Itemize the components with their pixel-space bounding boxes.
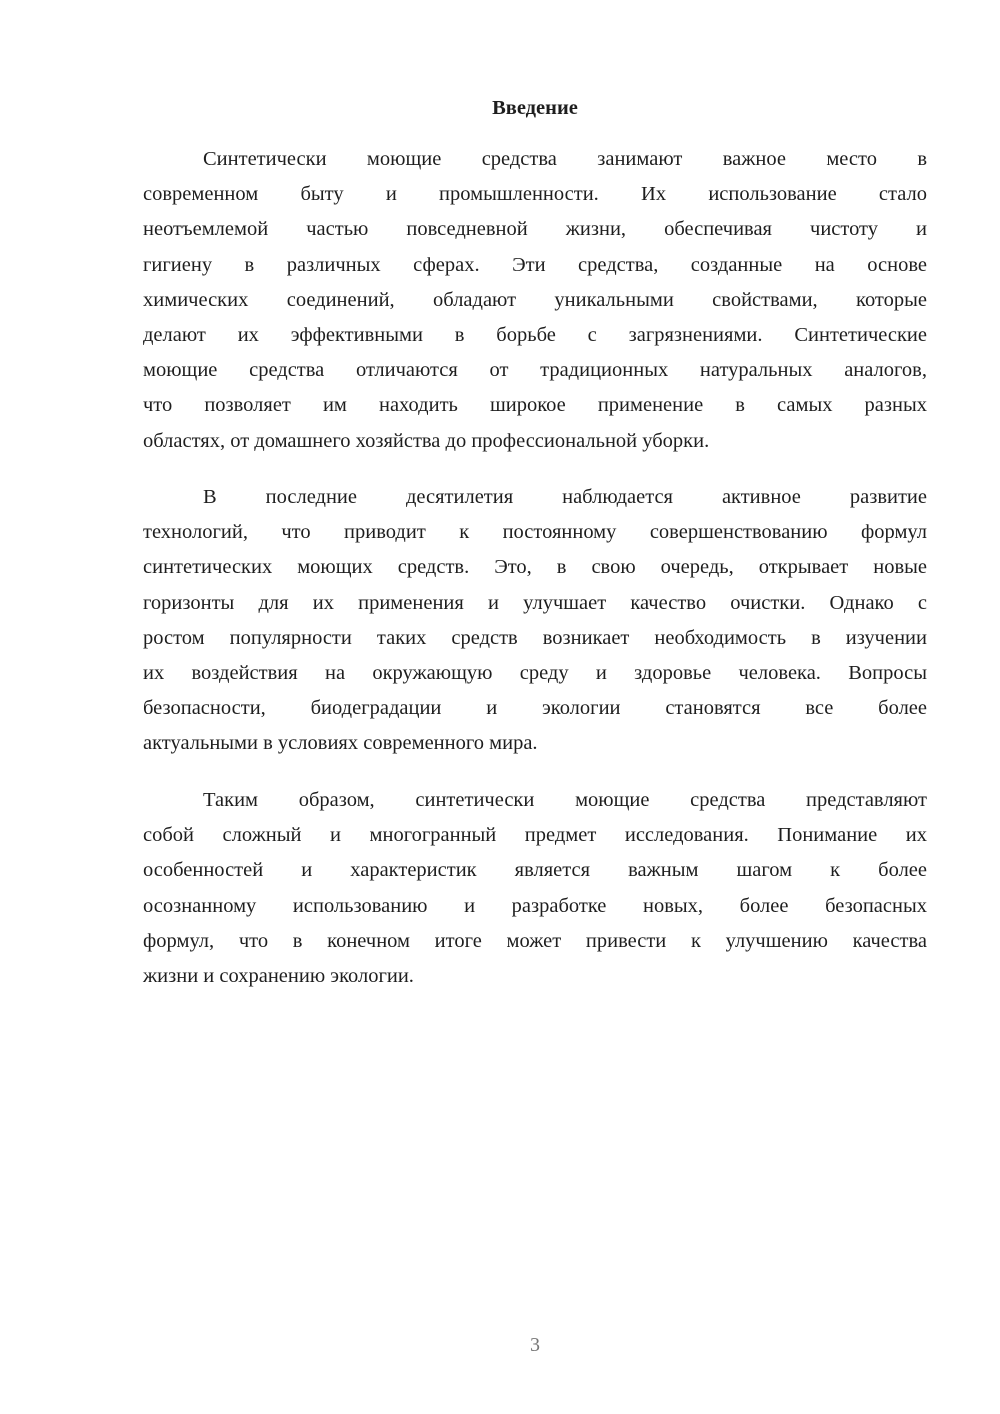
text-line: В последние десятилетия наблюдается активное развитие (203, 486, 927, 508)
text-line: ростом популярности таких средств возникает необходимость в изучении (143, 626, 927, 649)
text-line: безопасности, биодеградации и экологии становятся все более (143, 697, 927, 720)
text-line: формул, что в конечном итоге может привести к улучшению качества (143, 929, 927, 952)
text-line: что позволяет им находить широкое применение в самых разных (143, 394, 927, 417)
text-line: синтетических моющих средств. Это, в свою очередь, открывает новые (143, 556, 927, 579)
text-line: Синтетически моющие средства занимают важное место в (203, 148, 927, 170)
text-line: химических соединений, обладают уникальными свойствами, которые (143, 288, 927, 311)
text-line: областях, от домашнего хозяйства до профессиональной уборки. (143, 429, 710, 452)
paragraph-3 (143, 783, 927, 994)
text-line: неотъемлемой частью повседневной жизни, обеспечивая чистоту и (143, 218, 927, 241)
text-line: гигиену в различных сферах. Эти средства, созданные на основе (143, 253, 927, 276)
text-line: Таким образом, синтетически моющие средства представляют (203, 789, 927, 811)
text-line: осознанному использованию и разработке новых, более безопасных (143, 894, 927, 917)
text-line: технологий, что приводит к постоянному совершенствованию формул (143, 521, 927, 544)
text-line: горизонты для их применения и улучшает качество очистки. Однако с (143, 591, 927, 614)
text-line: особенностей и характеристик является важным шагом к более (143, 859, 927, 882)
text-line: моющие средства отличаются от традиционных натуральных аналогов, (143, 359, 927, 382)
paragraph-1 (143, 142, 927, 459)
page-number: 3 (530, 1334, 540, 1356)
text-line: собой сложный и многогранный предмет исследования. Понимание их (143, 824, 927, 847)
text-line: их воздействия на окружающую среду и здоровье человека. Вопросы (143, 661, 927, 684)
text-line: жизни и сохранению экологии. (143, 964, 414, 987)
text-line: делают их эффективными в борьбе с загрязнениями. Синтетические (143, 323, 927, 346)
text-line: современном быту и промышленности. Их использование стало (143, 183, 927, 206)
text-line: актуальными в условиях современного мира. (143, 732, 538, 755)
paragraph-2 (143, 480, 927, 762)
section-title: Введение (492, 97, 578, 119)
